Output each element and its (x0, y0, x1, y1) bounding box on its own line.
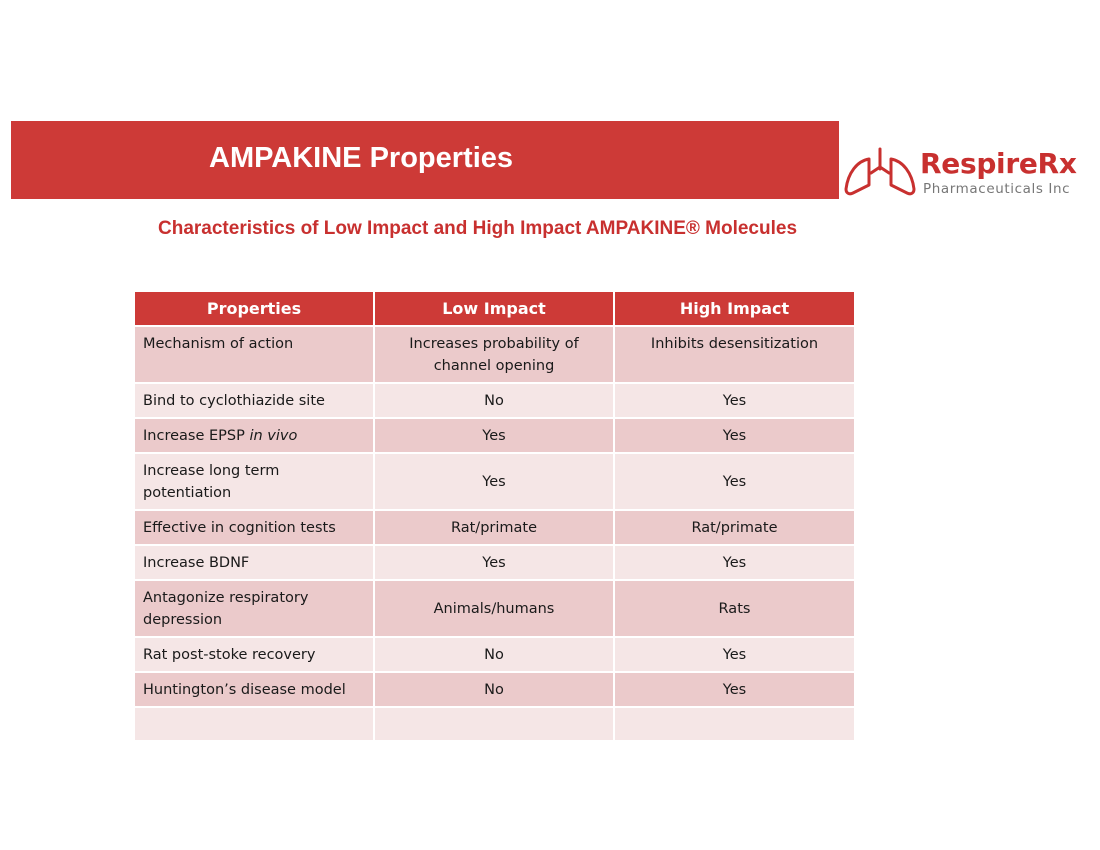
low-impact-cell: No (374, 637, 614, 672)
title-banner (11, 121, 839, 199)
table-row (135, 672, 854, 707)
high-impact-cell: Yes (614, 453, 854, 510)
high-impact-cell: Yes (614, 418, 854, 453)
property-cell: Increase long term potentiation (135, 453, 374, 510)
properties-table (135, 292, 854, 742)
low-impact-cell: No (374, 672, 614, 707)
property-cell: Rat post-stoke recovery (135, 637, 374, 672)
header-low-impact: Low Impact (374, 292, 614, 326)
low-impact-cell: No (374, 383, 614, 418)
table-row (135, 637, 854, 672)
low-impact-cell: Animals/humans (374, 580, 614, 637)
low-impact-cell: Rat/primate (374, 510, 614, 545)
property-cell: Huntington’s disease model (135, 672, 374, 707)
low-impact-cell: Yes (374, 453, 614, 510)
high-impact-cell: Rats (614, 580, 854, 637)
low-impact-cell: Yes (374, 418, 614, 453)
header-high-impact: High Impact (614, 292, 854, 326)
high-impact-cell: Yes (614, 672, 854, 707)
high-impact-cell: Yes (614, 637, 854, 672)
property-cell: Antagonize respiratory depression (135, 580, 374, 637)
table-row (135, 383, 854, 418)
slide-subtitle: Characteristics of Low Impact and High Impact AMPAKINE® Molecules (158, 218, 798, 239)
property-cell: Effective in cognition tests (135, 510, 374, 545)
logo-name: RespireRx (920, 147, 1077, 180)
property-cell: Mechanism of action (135, 326, 374, 383)
table-row (135, 580, 854, 637)
low-impact-cell: Yes (374, 545, 614, 580)
table-row (135, 545, 854, 580)
high-impact-cell: Yes (614, 383, 854, 418)
low-impact-cell (374, 707, 614, 741)
property-cell: Bind to cyclothiazide site (135, 383, 374, 418)
high-impact-cell: Rat/primate (614, 510, 854, 545)
table-row (135, 510, 854, 545)
property-cell (135, 418, 374, 453)
table-row-empty (135, 707, 854, 741)
table-row (135, 418, 854, 453)
high-impact-cell (614, 707, 854, 741)
low-impact-cell: Increases probability of channel opening (374, 326, 614, 383)
company-logo (843, 147, 1088, 199)
header-properties: Properties (135, 292, 374, 326)
property-cell: Increase BDNF (135, 545, 374, 580)
table-header-row (135, 292, 854, 326)
table-row (135, 453, 854, 510)
high-impact-cell: Inhibits desensitization (614, 326, 854, 383)
property-cell (135, 707, 374, 741)
table-row (135, 326, 854, 383)
lungs-icon (843, 147, 917, 197)
property-italic-text: in vivo (249, 428, 298, 444)
high-impact-cell: Yes (614, 545, 854, 580)
property-text: Increase EPSP (143, 428, 250, 444)
page-title: AMPAKINE Properties (209, 142, 514, 174)
logo-subtitle: Pharmaceuticals Inc (923, 181, 1071, 197)
